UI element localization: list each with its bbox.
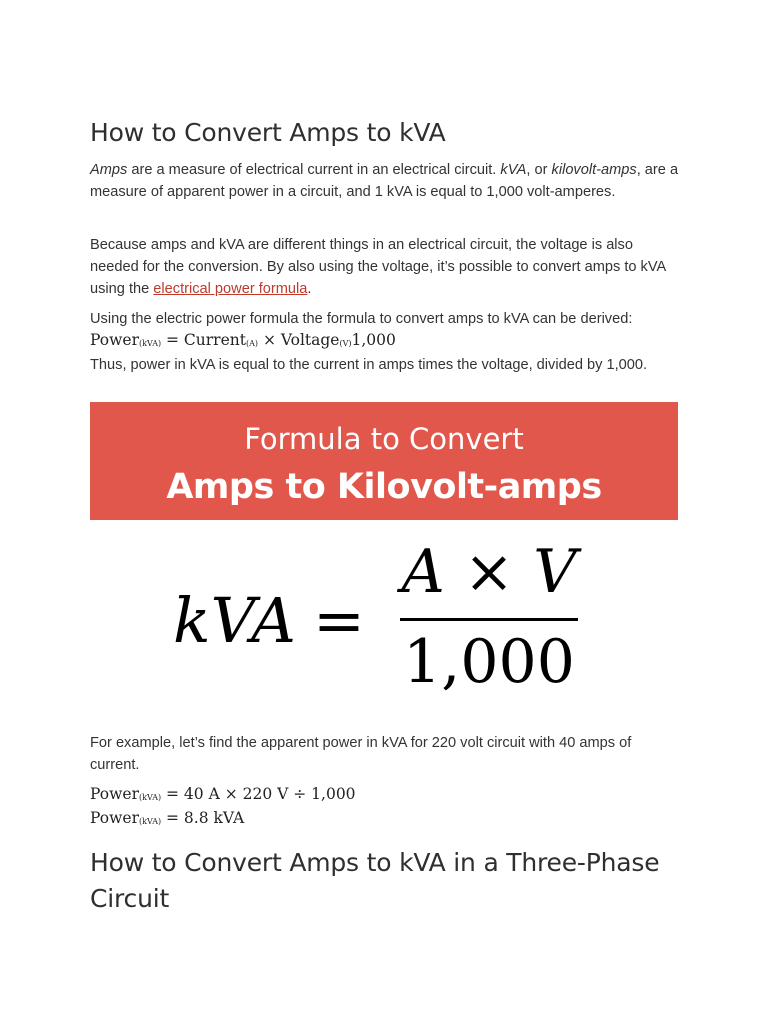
example-1-rest: = 40 A × 220 V ÷ 1,000: [161, 785, 356, 803]
fraction-bar: [400, 618, 578, 621]
three-phase-heading: How to Convert Amps to kVA in a Three-Phase Circuit: [90, 848, 660, 913]
banner-title-line-1: Formula to Convert: [244, 422, 524, 456]
power-formula: [90, 330, 685, 354]
example-2-power-word: Power: [90, 809, 139, 827]
example-line-2: [90, 808, 680, 832]
intro-text-3: , are a measure of apparent power in a circuit, and 1 kVA is equal to 1,000 volt-amperes.: [90, 162, 679, 200]
formula-voltage-word: × Voltage: [258, 331, 340, 349]
example-2-rest: = 8.8 kVA: [161, 809, 245, 827]
formula-explanation: Thus, power in kVA is equal to the current in amps times the voltage, divided by 1,000.: [90, 357, 648, 373]
equation-equals: =: [313, 584, 365, 657]
formula-current-sub: (A): [245, 339, 259, 348]
example-2-sub: (kVA): [138, 817, 162, 826]
electrical-power-formula-link[interactable]: electrical power formula: [153, 281, 308, 297]
conversion-text-1: Because amps and kVA are different things in an electrical circuit, the voltage is also needed for the conversion. By also using the voltage, it’s possible to convert amps to kVA using the: [90, 237, 666, 297]
formula-voltage-sub: (V): [339, 339, 352, 348]
equation-fraction: [400, 536, 578, 696]
banner-title-line-2: Amps to Kilovolt-amps: [166, 467, 602, 507]
example-paragraph: For example, let’s find the apparent power in kVA for 220 volt circuit with 40 amps of current.: [90, 735, 632, 773]
formula-paragraph: [90, 308, 685, 376]
amps-term: Amps: [90, 162, 128, 178]
formula-divisor: 1,000: [351, 331, 396, 349]
equation-lhs: kVA: [173, 584, 296, 657]
equation-numerator: A × V: [401, 537, 577, 607]
kilovolt-amps-term: kilovolt-amps: [551, 162, 637, 178]
intro-text-1: are a measure of electrical current in an electrical circuit.: [127, 162, 501, 178]
intro-text-2: , or: [526, 162, 552, 178]
example-calculation: [90, 784, 680, 832]
formula-intro: Using the electric power formula the formula to convert amps to kVA can be derived:: [90, 311, 633, 327]
formula-banner: [90, 402, 678, 520]
kva-equation: [165, 536, 605, 706]
equation-denominator: 1,000: [403, 627, 575, 697]
example-line-1: [90, 784, 680, 808]
section-heading: How to Convert Amps to kVA: [90, 118, 446, 147]
conversion-text-2: .: [307, 281, 312, 297]
intro-paragraph: [90, 159, 680, 203]
formula-current-word: = Current: [161, 331, 246, 349]
example-1-sub: (kVA): [138, 793, 162, 802]
formula-power-sub: (kVA): [138, 339, 162, 348]
example-1-power-word: Power: [90, 785, 139, 803]
conversion-paragraph: [90, 234, 680, 300]
kva-term: kVA: [500, 162, 527, 178]
formula-power-word: Power: [90, 331, 139, 349]
